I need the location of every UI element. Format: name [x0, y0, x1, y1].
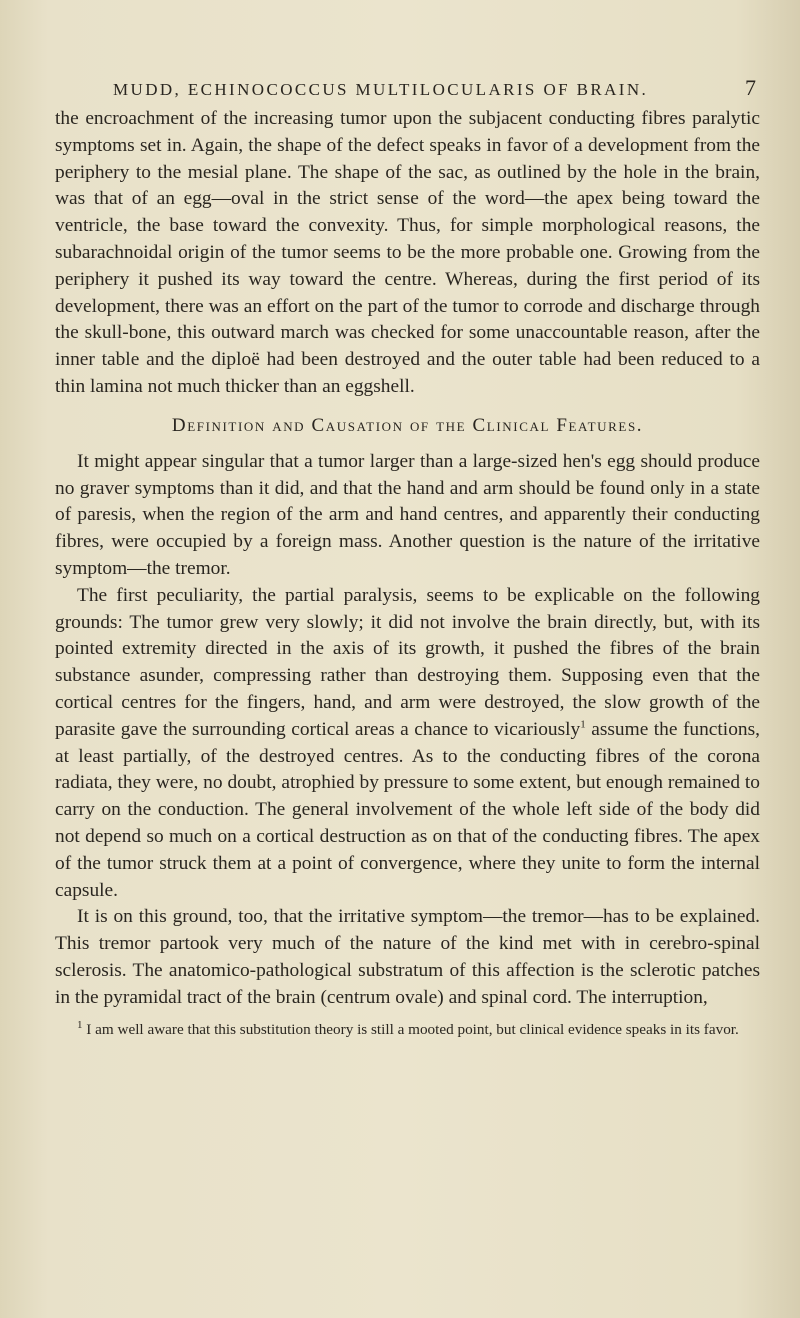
footnote-text: I am well aware that this substitution theory is still a mooted point, but clinical evidence speaks in its favor. — [82, 1020, 739, 1038]
footnote — [55, 1020, 760, 1040]
paragraph-text: The first peculiarity, the partial paralysis, seems to be explicable on the following grounds: The tumor grew very slowly; it did not involve the brain directly, but, with its pointed extremity directed in the axis of its growth, it pushed the fibres of the brain substance asunder, compressing rather than destroying them. Supposing even that the cortical centres for the fingers, hand, and arm were destroyed, the slow growth of the parasite gave the surrounding cortical areas a chance to vicariously — [55, 584, 760, 740]
running-title: MUDD, ECHINOCOCCUS MULTILOCULARIS OF BRAIN. — [113, 80, 649, 99]
footnote-mark: 1 — [77, 1018, 83, 1031]
paragraph-first-peculiarity — [55, 583, 760, 905]
paragraph-tremor: It is on this ground, too, that the irritative symptom—the tremor—has to be explained. This tremor partook very much of the nature of the kind met with in cerebro-spinal sclerosis. The anatomico-pathological substratum of this affection is the sclerotic patches in the pyramidal tract of the brain (centrum ovale) and spinal cord. The interruption, — [55, 906, 760, 1008]
running-head — [113, 75, 756, 100]
paragraph-text: assume the functions, at least partially, of the destroyed centres. As to the conducting fibres of the corona radiata, they were, no doubt, atrophied by pressure to some extent, but enough remained to carry on the conduction. The general involvement of the whole left side of the body did not depend so much on a cortical destruction as on that of the conducting fibres. The apex of the tumor struck them at a point of convergence, where they unite to form the internal capsule. — [55, 718, 760, 901]
page-number: 7 — [745, 75, 756, 100]
section-heading: Definition and Causation of the Clinical Features. — [171, 414, 644, 436]
paragraph-singular-question: It might appear singular that a tumor larger than a large-sized hen's egg should produce no graver symptoms than it did, and that the hand and arm should be found only in a state of paresis, when the region of the arm and hand centres, and apparently their conducting fibres, were occupied by a foreign mass. Another question is the nature of the irritative symptom—the tremor. — [55, 450, 760, 579]
footnote-reference: 1 — [580, 718, 586, 731]
paragraph-continued: the encroachment of the increasing tumor upon the subjacent conducting fibres paralytic symptoms set in. Again, the shape of the defect speaks in favor of a development from the periphery to the mesial plane. The shape of the sac, as outlined by the hole in the brain, was that of an egg—oval in the strict sense of the word—the apex being toward the ventricle, the base toward the convexity. Thus, for simple morphological reasons, the subarachnoidal origin of the tumor seems to be the more probable one. Growing from the periphery it pushed its way toward the centre. Whereas, during the first period of its development, there was an effort on the part of the tumor to corrode and discharge through the skull-bone, this outward march was checked for some unaccountable reason, after the inner table and the diploë had been destroyed and the outer table had been reduced to a thin lamina not much thicker than an eggshell. — [55, 108, 760, 397]
